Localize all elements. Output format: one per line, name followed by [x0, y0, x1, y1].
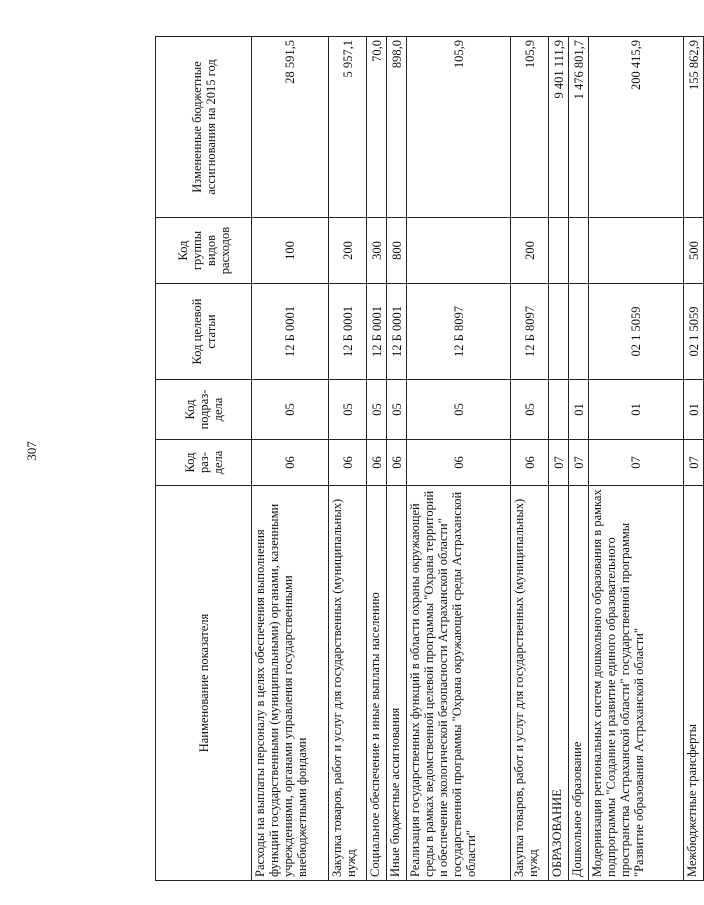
cell-name: Расходы на выплаты персоналу в целях обеспечения выполнения функций государственными (муниципальными) органами, казенными учреждениями, органами управления государственными внебюджетными фондами: [252, 486, 329, 881]
cell-razdel: 06: [329, 440, 367, 486]
cell-name: Реализация государственных функций в области охраны окружающей среды в рамках ведомственной целевой программы "Охрана территорий и обеспечение экологической безопасности Астраханской области" государственной программы "Охрана окружающей среды Астраханской области": [407, 486, 511, 881]
page-number: 307: [23, 441, 39, 461]
cell-podrazdel: 05: [252, 380, 329, 440]
table-row: [387, 37, 407, 881]
table-row: [252, 37, 329, 881]
table-row: [549, 37, 569, 881]
table-row: [589, 37, 684, 881]
cell-name: Дошкольное образование: [569, 486, 589, 881]
cell-razdel: 06: [252, 440, 329, 486]
cell-podrazdel: [549, 380, 569, 440]
cell-razdel: 06: [387, 440, 407, 486]
cell-name: Модернизация региональных систем дошкольного образования в рамках подпрограммы "Создание и развитие единого образовательного пространства Астраханской области" государственной программы "Развитие образования Астраханской области": [589, 486, 684, 881]
cell-grupa: [589, 218, 684, 284]
cell-statia: 12 Б 8097: [511, 284, 549, 380]
cell-razdel: 07: [569, 440, 589, 486]
cell-sum: 1 476 801,7: [569, 37, 589, 218]
cell-name: Иные бюджетные ассигнования: [387, 486, 407, 881]
cell-podrazdel: 05: [407, 380, 511, 440]
table-row: [684, 37, 704, 881]
cell-grupa: 100: [252, 218, 329, 284]
cell-sum: 898,0: [387, 37, 407, 218]
table-row: [329, 37, 367, 881]
cell-statia: [549, 284, 569, 380]
cell-razdel: 06: [511, 440, 549, 486]
cell-sum: 28 591,5: [252, 37, 329, 218]
header-razdel: Код раз-дела: [156, 440, 252, 486]
cell-statia: 02 1 5059: [589, 284, 684, 380]
cell-podrazdel: 01: [569, 380, 589, 440]
cell-podrazdel: 05: [511, 380, 549, 440]
cell-sum: 155 862,9: [684, 37, 704, 218]
table-row: [367, 37, 387, 881]
cell-sum: 9 401 111,9: [549, 37, 569, 218]
header-sum: Измененные бюджетные ассигнования на 2015 год: [156, 37, 252, 218]
cell-grupa: [549, 218, 569, 284]
cell-razdel: 06: [367, 440, 387, 486]
cell-sum: 70,0: [367, 37, 387, 218]
cell-podrazdel: 01: [589, 380, 684, 440]
table-row: [569, 37, 589, 881]
cell-sum: 105,9: [511, 37, 549, 218]
cell-sum: 105,9: [407, 37, 511, 218]
cell-statia: 02 1 5059: [684, 284, 704, 380]
cell-razdel: 07: [684, 440, 704, 486]
cell-statia: 12 Б 8097: [407, 284, 511, 380]
cell-grupa: [569, 218, 589, 284]
cell-statia: 12 Б 0001: [387, 284, 407, 380]
cell-grupa: [407, 218, 511, 284]
cell-name: Межбюджетные трансферты: [684, 486, 704, 881]
table-row: [511, 37, 549, 881]
table-row: [407, 37, 511, 881]
cell-grupa: 500: [684, 218, 704, 284]
header-statia: Код целевой статьи: [156, 284, 252, 380]
cell-name: ОБРАЗОВАНИЕ: [549, 486, 569, 881]
cell-name: Социальное обеспечение и иные выплаты населению: [367, 486, 387, 881]
cell-razdel: 07: [549, 440, 569, 486]
cell-razdel: 07: [589, 440, 684, 486]
table-header-row: [156, 37, 252, 881]
cell-grupa: 200: [329, 218, 367, 284]
header-name: Наименование показателя: [156, 486, 252, 881]
cell-sum: 200 415,9: [589, 37, 684, 218]
cell-statia: 12 Б 0001: [252, 284, 329, 380]
cell-podrazdel: 01: [684, 380, 704, 440]
cell-podrazdel: 05: [329, 380, 367, 440]
cell-grupa: 800: [387, 218, 407, 284]
cell-grupa: 300: [367, 218, 387, 284]
cell-statia: 12 Б 0001: [367, 284, 387, 380]
cell-podrazdel: 05: [387, 380, 407, 440]
header-podrazdel: Код подраз-дела: [156, 380, 252, 440]
cell-name: Закупка товаров, работ и услуг для государственных (муниципальных) нужд: [511, 486, 549, 881]
budget-table-container: [155, 37, 701, 881]
cell-sum: 5 957,1: [329, 37, 367, 218]
header-grupa: Код группы видов расходов: [156, 218, 252, 284]
cell-name: Закупка товаров, работ и услуг для государственных (муниципальных) нужд: [329, 486, 367, 881]
cell-statia: [569, 284, 589, 380]
cell-statia: 12 Б 0001: [329, 284, 367, 380]
cell-podrazdel: 05: [367, 380, 387, 440]
cell-razdel: 06: [407, 440, 511, 486]
cell-grupa: 200: [511, 218, 549, 284]
budget-table: [155, 36, 704, 881]
